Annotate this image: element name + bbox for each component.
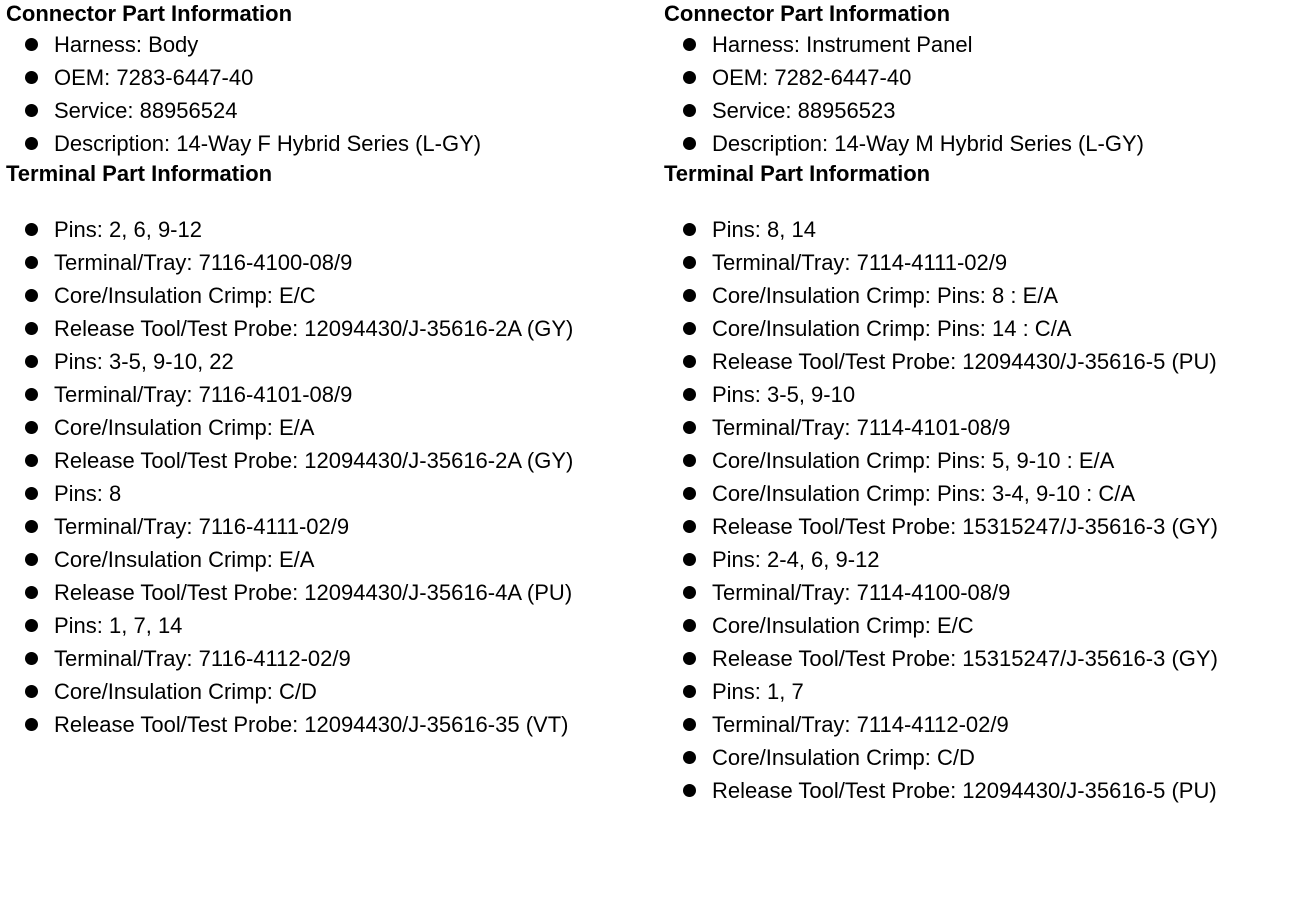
terminal-groups <box>6 213 656 741</box>
connector-heading: Connector Part Information <box>664 1 951 26</box>
terminal-group <box>664 675 1309 807</box>
bullet-icon <box>25 619 38 632</box>
bullet-icon <box>683 487 696 500</box>
list-item: Release Tool/Test Probe: 15315247/J-35616-3 (GY) <box>664 642 1309 675</box>
terminal-heading: Terminal Part Information <box>664 161 931 186</box>
list-item: Pins: 8, 14 <box>664 213 1309 246</box>
list-item: Terminal/Tray: 7114-4101-08/9 <box>664 411 1309 444</box>
bullet-icon <box>25 256 38 269</box>
list-item: Pins: 1, 7, 14 <box>6 609 656 642</box>
bullet-icon <box>25 520 38 533</box>
bullet-icon <box>25 652 38 665</box>
terminal-group <box>6 213 656 345</box>
list-item: Description: 14-Way M Hybrid Series (L-GY) <box>664 127 1309 160</box>
list-item: Pins: 8 <box>6 477 656 510</box>
list-item: OEM: 7282-6447-40 <box>664 61 1309 94</box>
list-item: Pins: 2-4, 6, 9-12 <box>664 543 1309 576</box>
list-item: Release Tool/Test Probe: 12094430/J-35616-2A (GY) <box>6 312 656 345</box>
bullet-icon <box>683 421 696 434</box>
bullet-icon <box>683 718 696 731</box>
bullet-icon <box>25 71 38 84</box>
bullet-icon <box>683 223 696 236</box>
list-item: Harness: Instrument Panel <box>664 28 1309 61</box>
connector-list <box>664 28 1309 160</box>
bullet-icon <box>683 104 696 117</box>
bullet-icon <box>25 487 38 500</box>
bullet-icon <box>25 685 38 698</box>
bullet-icon <box>25 553 38 566</box>
list-item: Core/Insulation Crimp: Pins: 5, 9-10 : E/A <box>664 444 1309 477</box>
right-column <box>664 0 1309 807</box>
list-item: Release Tool/Test Probe: 12094430/J-35616-2A (GY) <box>6 444 656 477</box>
bullet-icon <box>25 137 38 150</box>
terminal-group <box>664 378 1309 543</box>
list-item: Release Tool/Test Probe: 12094430/J-35616-5 (PU) <box>664 345 1309 378</box>
list-item: Core/Insulation Crimp: C/D <box>6 675 656 708</box>
bullet-icon <box>683 71 696 84</box>
list-item: Release Tool/Test Probe: 15315247/J-35616-3 (GY) <box>664 510 1309 543</box>
terminal-group <box>664 213 1309 378</box>
list-item: Terminal/Tray: 7116-4101-08/9 <box>6 378 656 411</box>
connector-heading: Connector Part Information <box>6 1 293 26</box>
list-item: Release Tool/Test Probe: 12094430/J-35616-4A (PU) <box>6 576 656 609</box>
bullet-icon <box>683 322 696 335</box>
list-item: Core/Insulation Crimp: E/C <box>664 609 1309 642</box>
list-item: Terminal/Tray: 7116-4111-02/9 <box>6 510 656 543</box>
bullet-icon <box>683 454 696 467</box>
list-item: Release Tool/Test Probe: 12094430/J-35616-5 (PU) <box>664 774 1309 807</box>
connector-list <box>6 28 656 160</box>
list-item: Terminal/Tray: 7114-4100-08/9 <box>664 576 1309 609</box>
list-item: Terminal/Tray: 7116-4100-08/9 <box>6 246 656 279</box>
bullet-icon <box>25 718 38 731</box>
bullet-icon <box>683 137 696 150</box>
list-item: Core/Insulation Crimp: Pins: 3-4, 9-10 : C/A <box>664 477 1309 510</box>
bullet-icon <box>25 38 38 51</box>
bullet-icon <box>25 289 38 302</box>
list-item: Pins: 3-5, 9-10 <box>664 378 1309 411</box>
bullet-icon <box>683 652 696 665</box>
list-item: Terminal/Tray: 7114-4112-02/9 <box>664 708 1309 741</box>
list-item: Core/Insulation Crimp: Pins: 8 : E/A <box>664 279 1309 312</box>
list-item: Description: 14-Way F Hybrid Series (L-GY) <box>6 127 656 160</box>
bullet-icon <box>25 421 38 434</box>
list-item: Harness: Body <box>6 28 656 61</box>
list-item: Core/Insulation Crimp: E/C <box>6 279 656 312</box>
list-item: Terminal/Tray: 7116-4112-02/9 <box>6 642 656 675</box>
bullet-icon <box>25 355 38 368</box>
list-item: Service: 88956523 <box>664 94 1309 127</box>
bullet-icon <box>683 289 696 302</box>
bullet-icon <box>683 586 696 599</box>
bullet-icon <box>683 355 696 368</box>
terminal-groups <box>664 213 1309 807</box>
terminal-group <box>664 543 1309 675</box>
bullet-icon <box>25 322 38 335</box>
list-item: Release Tool/Test Probe: 12094430/J-35616-35 (VT) <box>6 708 656 741</box>
list-item: Pins: 2, 6, 9-12 <box>6 213 656 246</box>
bullet-icon <box>683 784 696 797</box>
list-item: Core/Insulation Crimp: E/A <box>6 411 656 444</box>
list-item: Service: 88956524 <box>6 94 656 127</box>
bullet-icon <box>683 751 696 764</box>
bullet-icon <box>683 38 696 51</box>
bullet-icon <box>683 520 696 533</box>
list-item: Core/Insulation Crimp: E/A <box>6 543 656 576</box>
bullet-icon <box>683 619 696 632</box>
list-item: Core/Insulation Crimp: C/D <box>664 741 1309 774</box>
terminal-group <box>6 609 656 741</box>
list-item: Core/Insulation Crimp: Pins: 14 : C/A <box>664 312 1309 345</box>
bullet-icon <box>25 104 38 117</box>
bullet-icon <box>25 454 38 467</box>
bullet-icon <box>683 388 696 401</box>
terminal-group <box>6 477 656 609</box>
terminal-group <box>6 345 656 477</box>
bullet-icon <box>683 685 696 698</box>
terminal-heading: Terminal Part Information <box>6 161 273 186</box>
list-item: Terminal/Tray: 7114-4111-02/9 <box>664 246 1309 279</box>
bullet-icon <box>683 256 696 269</box>
bullet-icon <box>683 553 696 566</box>
list-item: Pins: 3-5, 9-10, 22 <box>6 345 656 378</box>
list-item: Pins: 1, 7 <box>664 675 1309 708</box>
list-item: OEM: 7283-6447-40 <box>6 61 656 94</box>
bullet-icon <box>25 223 38 236</box>
bullet-icon <box>25 586 38 599</box>
left-column <box>6 0 656 741</box>
bullet-icon <box>25 388 38 401</box>
